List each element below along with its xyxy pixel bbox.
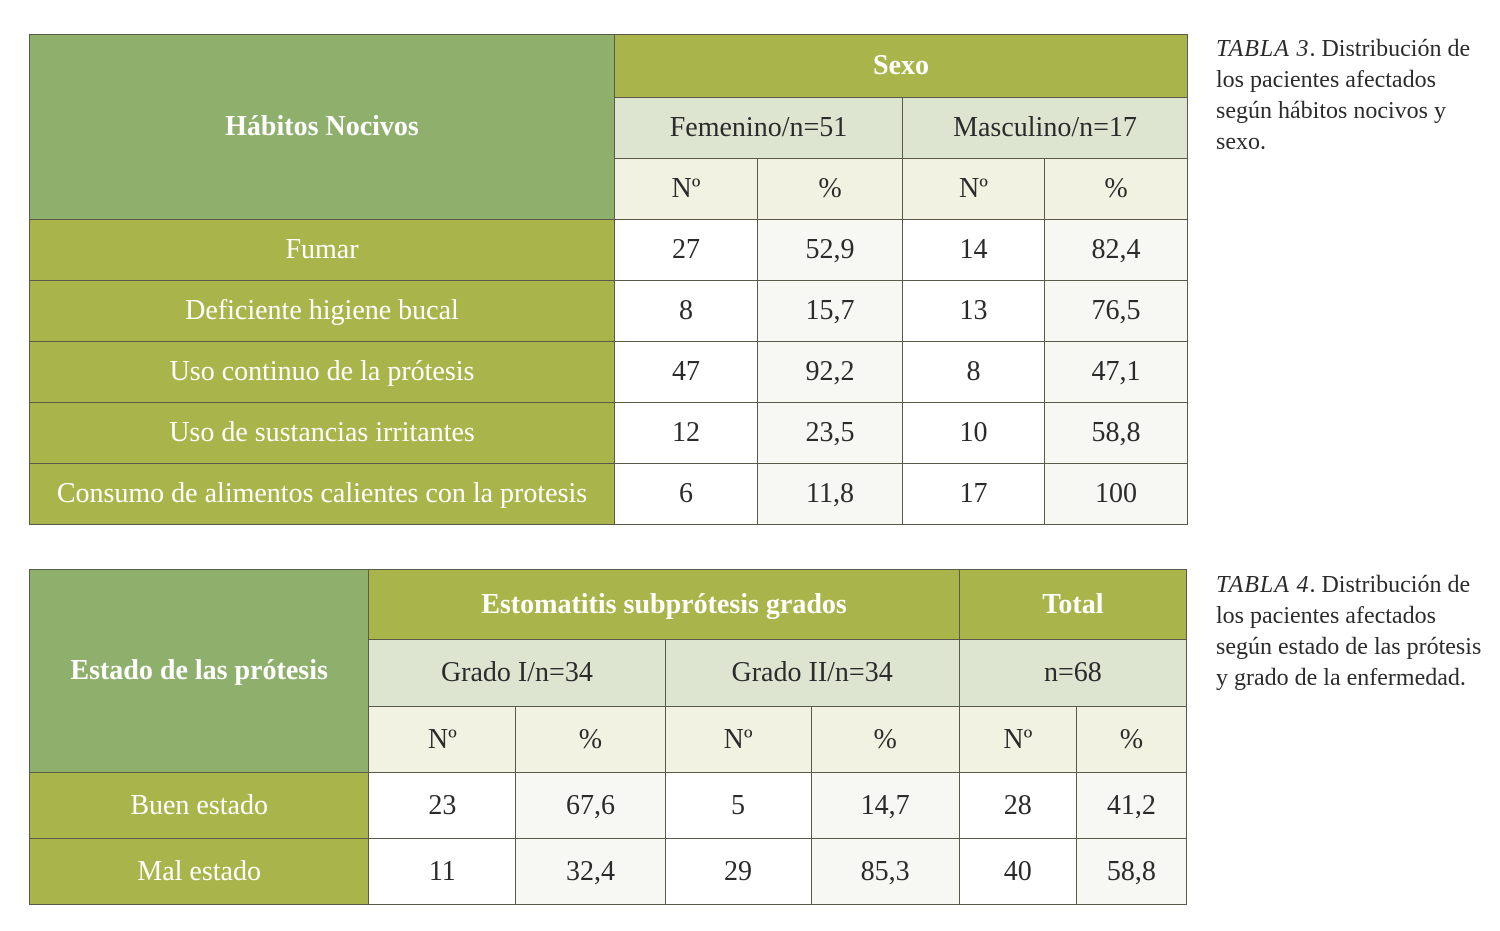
row-label: Mal estado xyxy=(30,839,369,905)
table-estado-protesis xyxy=(29,569,1187,905)
cell: 29 xyxy=(665,839,811,905)
cell: 52,9 xyxy=(758,220,903,281)
subheader-total-n: n=68 xyxy=(959,640,1186,707)
cell: 92,2 xyxy=(758,342,903,403)
corner-header: Hábitos Nocivos xyxy=(30,35,615,220)
row-label: Uso continuo de la prótesis xyxy=(30,342,615,403)
col-header-no: Nº xyxy=(903,159,1045,220)
row-label: Consumo de alimentos calientes con la protesis xyxy=(30,464,615,525)
table-row xyxy=(30,220,1188,281)
col-header-no: Nº xyxy=(665,707,811,773)
col-header-pct: % xyxy=(516,707,665,773)
caption-text: . Distribución de los pacientes afectados según estado de las prótesis y grado de la enfermedad. xyxy=(1216,572,1482,691)
subheader-femenino: Femenino/n=51 xyxy=(615,98,903,159)
col-header-pct: % xyxy=(758,159,903,220)
cell: 11 xyxy=(369,839,516,905)
cell: 6 xyxy=(615,464,758,525)
cell: 5 xyxy=(665,773,811,839)
cell: 8 xyxy=(615,281,758,342)
cell: 14 xyxy=(903,220,1045,281)
cell: 47 xyxy=(615,342,758,403)
cell: 27 xyxy=(615,220,758,281)
subheader-grado-ii: Grado II/n=34 xyxy=(665,640,959,707)
cell: 76,5 xyxy=(1045,281,1188,342)
cell: 23,5 xyxy=(758,403,903,464)
caption-text: . Distribución de los pacientes afectados según hábitos nocivos y sexo. xyxy=(1216,36,1471,155)
cell: 82,4 xyxy=(1045,220,1188,281)
col-header-pct: % xyxy=(1076,707,1186,773)
cell: 14,7 xyxy=(811,773,959,839)
cell: 13 xyxy=(903,281,1045,342)
table-row xyxy=(30,773,1187,839)
table-row xyxy=(30,464,1188,525)
cell: 85,3 xyxy=(811,839,959,905)
table-row xyxy=(30,281,1188,342)
cell: 58,8 xyxy=(1076,839,1186,905)
group-header-total: Total xyxy=(959,570,1186,640)
cell: 58,8 xyxy=(1045,403,1188,464)
cell: 15,7 xyxy=(758,281,903,342)
cell: 47,1 xyxy=(1045,342,1188,403)
cell: 67,6 xyxy=(516,773,665,839)
cell: 17 xyxy=(903,464,1045,525)
cell: 8 xyxy=(903,342,1045,403)
col-header-pct: % xyxy=(1045,159,1188,220)
cell: 11,8 xyxy=(758,464,903,525)
row-label: Deficiente higiene bucal xyxy=(30,281,615,342)
cell: 28 xyxy=(959,773,1076,839)
col-header-no: Nº xyxy=(615,159,758,220)
table-3-caption xyxy=(1216,34,1486,158)
cell: 100 xyxy=(1045,464,1188,525)
group-header-sexo: Sexo xyxy=(615,35,1188,98)
cell: 40 xyxy=(959,839,1076,905)
table-habitos-nocivos xyxy=(29,34,1188,525)
row-label: Buen estado xyxy=(30,773,369,839)
table-row xyxy=(30,839,1187,905)
caption-label: TABLA 3 xyxy=(1216,36,1310,62)
table-row xyxy=(30,342,1188,403)
row-label: Uso de sustancias irritantes xyxy=(30,403,615,464)
table-row xyxy=(30,403,1188,464)
row-label: Fumar xyxy=(30,220,615,281)
cell: 41,2 xyxy=(1076,773,1186,839)
col-header-pct: % xyxy=(811,707,959,773)
subheader-masculino: Masculino/n=17 xyxy=(903,98,1188,159)
group-header-estomatitis: Estomatitis subprótesis grados xyxy=(369,570,959,640)
cell: 12 xyxy=(615,403,758,464)
col-header-no: Nº xyxy=(959,707,1076,773)
corner-header: Estado de las prótesis xyxy=(30,570,369,773)
col-header-no: Nº xyxy=(369,707,516,773)
cell: 32,4 xyxy=(516,839,665,905)
table-4-caption xyxy=(1216,570,1486,694)
cell: 10 xyxy=(903,403,1045,464)
subheader-grado-i: Grado I/n=34 xyxy=(369,640,665,707)
caption-label: TABLA 4 xyxy=(1216,572,1310,598)
cell: 23 xyxy=(369,773,516,839)
